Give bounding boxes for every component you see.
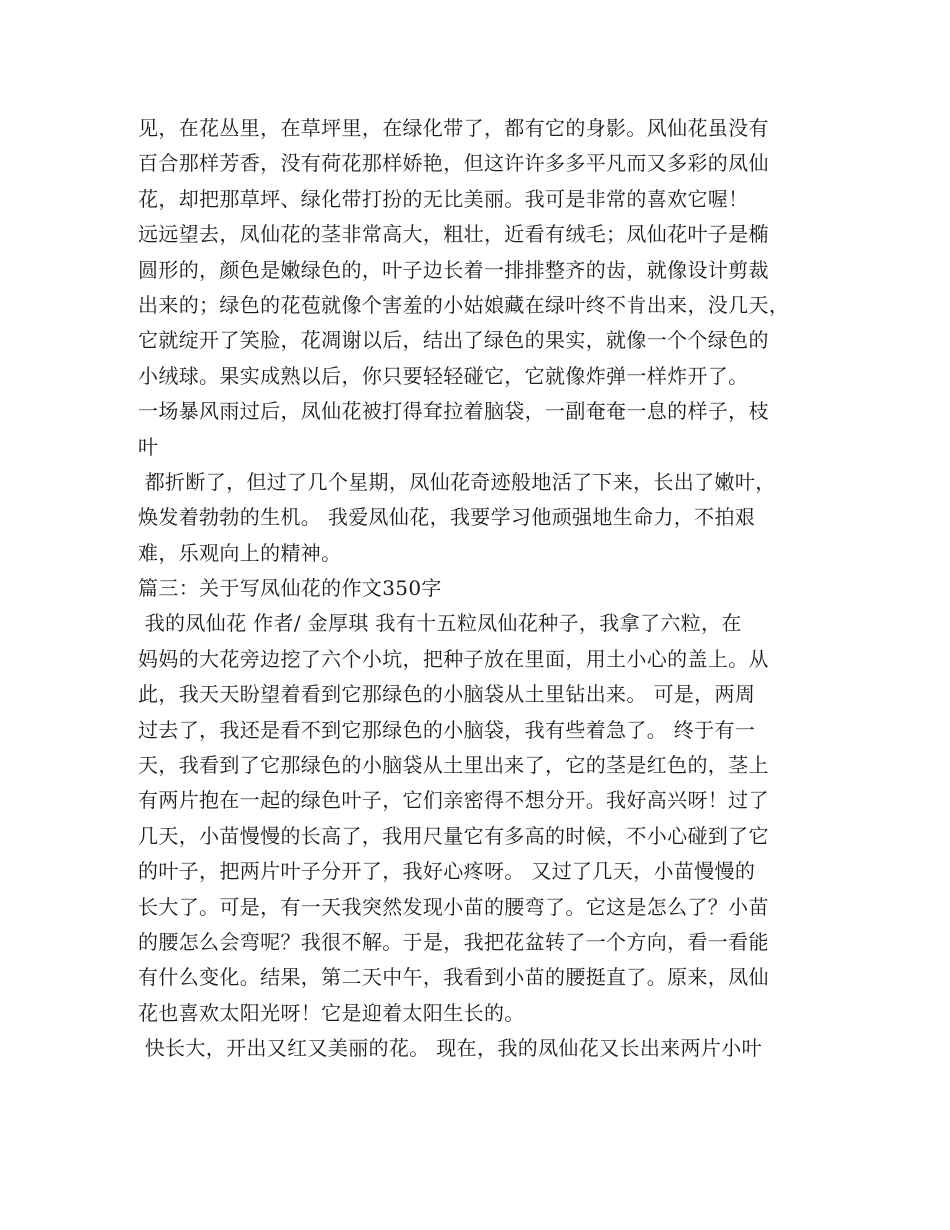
text-line: 难，乐观向上的精神。 bbox=[138, 540, 342, 565]
text-line: 天，我看到了它那绿色的小脑袋从土里出来了，它的茎是红色的，茎上 bbox=[138, 753, 769, 778]
text-line: 此，我天天盼望着看到它那绿色的小脑袋从土里钻出来。 可是，两周 bbox=[138, 682, 756, 707]
text-line: 百合那样芳香，没有荷花那样娇艳，但这许许多多平凡而又多彩的凤仙 bbox=[138, 151, 769, 176]
text-line: 见，在花丛里，在草坪里，在绿化带了，都有它的身影。风仙花虽没有 bbox=[138, 116, 769, 140]
text-line: 花也喜欢太阳光呀！它是迎着太阳生长的。 bbox=[138, 1000, 525, 1025]
text-line: 过去了，我还是看不到它那绿色的小脑袋，我有些着急了。 终于有一 bbox=[138, 717, 756, 742]
text-line: 有两片抱在一起的绿色叶子，它们亲密得不想分开。我好高兴呀！过了 bbox=[138, 788, 769, 813]
text-line: 快长大，开出又红又美丽的花。 现在，我的凤仙花又长出来两片小叶 bbox=[138, 1036, 762, 1061]
section-heading: 篇三：关于写凤仙花的作文350字 bbox=[138, 576, 442, 601]
text-line: 妈妈的大花旁边挖了六个小坑，把种子放在里面，用土小心的盖上。从 bbox=[138, 646, 769, 671]
text-line: 都折断了，但过了几个星期，凤仙花奇迹般地活了下来，长出了嫩叶， bbox=[138, 469, 776, 494]
text-line: 几天，小苗慢慢的长高了，我用尺量它有多高的时候，不小心碰到了它 bbox=[138, 823, 769, 848]
document-body bbox=[138, 111, 838, 1067]
text-line: 小绒球。果实成熟以后，你只要轻轻碰它，它就像炸弹一样炸开了。 bbox=[138, 363, 749, 388]
text-line: 远远望去，凤仙花的茎非常高大，粗壮，近看有绒毛；凤仙花叶子是椭 bbox=[138, 222, 769, 247]
text-line: 我的凤仙花 作者/ 金厚琪 我有十五粒凤仙花种子，我拿了六粒，在 bbox=[138, 611, 742, 636]
text-line: 有什么变化。结果，第二天中午，我看到小苗的腰挺直了。原来，凤仙 bbox=[138, 965, 769, 990]
text-line: 叶 bbox=[138, 434, 159, 459]
text-line: 焕发着勃勃的生机。 我爱凤仙花，我要学习他顽强地生命力，不拍艰 bbox=[138, 505, 756, 530]
text-line: 的腰怎么会弯呢？我很不解。于是，我把花盆转了一个方向，看一看能 bbox=[138, 929, 769, 954]
text-line: 圆形的，颜色是嫩绿色的，叶子边长着一排排整齐的齿，就像设计剪裁 bbox=[138, 257, 769, 282]
text-line: 长大了。可是，有一天我突然发现小苗的腰弯了。它这是怎么了？小苗 bbox=[138, 894, 769, 919]
text-line: 的叶子，把两片叶子分开了，我好心疼呀。 又过了几天，小苗慢慢的 bbox=[138, 859, 756, 884]
text-line: 出来的；绿色的花苞就像个害羞的小姑娘藏在绿叶终不肯出来，没几天， bbox=[138, 292, 790, 317]
text-line: 一场暴风雨过后，凤仙花被打得耷拉着脑袋，一副奄奄一息的样子，枝 bbox=[138, 399, 769, 424]
text-line: 花，却把那草坪、绿化带打扮的无比美丽。我可是非常的喜欢它喔！ bbox=[138, 186, 749, 211]
text-line: 它就绽开了笑脸，花凋谢以后，结出了绿色的果实，就像一个个绿色的 bbox=[138, 328, 769, 353]
